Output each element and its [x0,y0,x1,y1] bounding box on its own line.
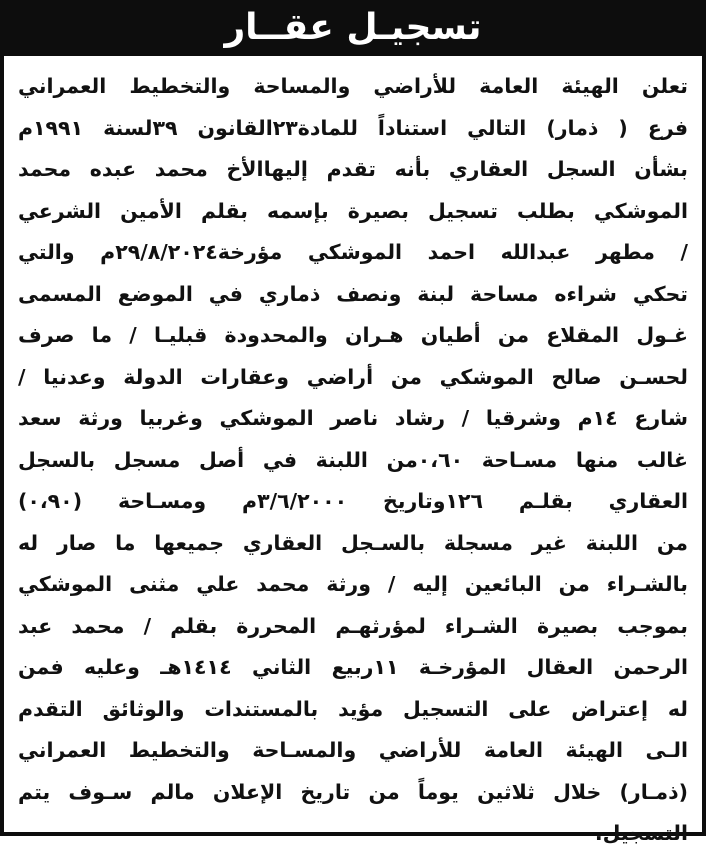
notice-line: تعلن الهيئة العامة للأراضي والمساحة والتخطيط العمراني [18,74,688,98]
notice-line-last: التسجيل. [594,821,688,845]
notice-line: غـول المقلاع من أطيان هـران والمحدودة قبليـا / ما صرف [18,323,688,347]
notice-line: فرع ( ذمار) التالي استناداً للمادة٢٣القانون ٣٩لسنة ١٩٩١م [18,115,688,140]
notice-line: الرحمن العقال المؤرخـة ١١ربيع الثاني ١٤١٤هـ وعليه فمن [18,655,688,679]
notice-header [0,0,706,56]
notice-line: لحسـن صالح الموشكي من أراضي وعقارات الدولة وعدنيا / [18,364,688,389]
notice-line: / مطهر عبدالله احمد الموشكي مؤرخة٢٩/٨/٢٠٢٤م والتي [18,240,688,264]
notice-line: الموشكي بطلب تسجيل بصيرة بإسمه بقلم الأمين الشرعي [18,198,688,223]
notice-line: (ذمـار) خلال ثلاثين يوماً من تاريخ الإعلان مالم سـوف يتم [18,779,688,804]
notice-line: من اللبنة غير مسجلة بالسـجل العقاري جميعها ما صار له [18,530,688,555]
notice-line: له إعتراض على التسجيل مؤيد بالمستندات والوثائق التقدم [18,696,688,721]
notice-line: بالشـراء من البائعين إليه / ورثة محمد علي مثنى الموشكي [18,572,688,596]
notice-line: شارع ١٤م وشرقيا / رشاد ناصر الموشكي وغربيا ورثة سعد [18,406,688,430]
notice-line: بشأن السجل العقاري بأنه تقدم إليهاالأخ محمد عبده محمد [18,157,688,181]
notice-line: بموجب بصيرة الشـراء لمؤرثهـم المحررة بقلم / محمد عبد [18,613,688,638]
left-border [0,56,4,836]
notice-line: الـى الهيئة العامة للأراضي والمسـاحة والتخطيط العمراني [18,738,688,762]
right-border [702,56,706,836]
notice-line: غالب منها مسـاحة ٠،٦٠من اللبنة في أصل مسجل بالسجل [18,447,688,472]
notice-line: العقاري بقلـم ١٢٦وتاريخ ٣/٦/٢٠٠٠م ومسـاحة (٠،٩٠) [18,489,688,513]
notice-title: تسجيـل عقــار [224,7,482,48]
notice-body [18,66,688,845]
notice-line: تحكي شراءه مساحة لبنة ونصف ذماري في الموضع المسمى [18,281,688,306]
